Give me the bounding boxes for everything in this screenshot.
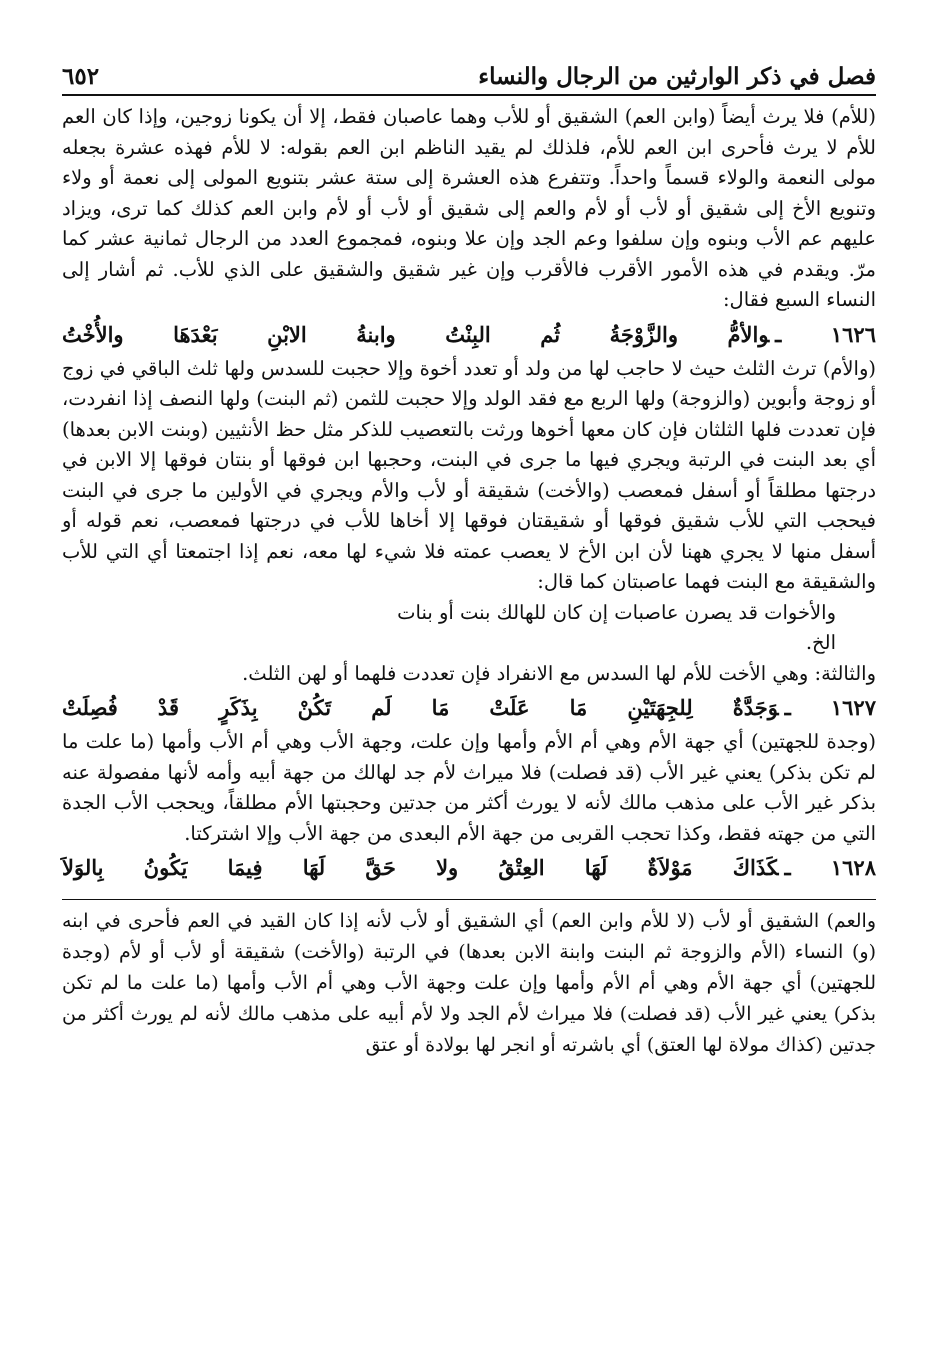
paragraph-4: (وجدة للجهتين) أي جهة الأم وهي أم الأم وأمها وإن علت، وجهة الأب وهي أم الأب وأمها (ما علت ما لم تكن بذكر) يعني غير الأب (قد فصلت) فلا ميراث لأم جد لهالك من جهة أبيه وأمه لأنها مفصولة عنه بذكر غير الأب على مذهب مالك لأنه لا يورث أكثر من جدتين وحجبتها الأم مطلقاً، ويحجب الأب الجدة التي من جهته فقط، وكذا تحجب القربى من جهة الأم البعدى من جهة الأب وإلا اشتركتا.: [62, 730, 876, 845]
footnote: [62, 906, 876, 1061]
quoted-verse-continuation: الخ.: [805, 631, 836, 654]
page-number: ٦٥٢: [62, 63, 100, 90]
verse-text: وَجَدَّةٌ لِلجِهَتَيْنِ مَا عَلَتْ مَا لَم تَكُنْ بِذَكَرٍ قَدْ فُصِلَتْ: [62, 695, 779, 720]
paragraph-3: والثالثة: وهي الأخت للأم لها السدس مع الانفراد فإن تعددت فلهما أو لهن الثلث.: [242, 661, 876, 685]
verse-1628: [62, 851, 876, 885]
verse-number: ١٦٢٨ ـ: [784, 855, 876, 880]
running-title: فصل في ذكر الوارثين من الرجال والنساء: [478, 63, 876, 90]
footnote-text: والعم) الشقيق أو لأب (لا للأم وابن العم) أي الشقيق أو لأب لأنه إذا كان القيد في العم فأحرى في ابنه (و) النساء (الأم والزوجة ثم البنت وابنة الابن بعدها) في الرتبة (والأخت) شقيقة أو لأب أو لأم (وجدة للجهتين) أي جهة الأم وهي أم الأم وأمها وإن علت وجهة الأب وهي أم الأب وأمها (ما علت ما لم تكن بذكر) يعني غير الأب (قد فصلت) فلا ميراث لأم الجد ولا لأم أبيه على مذهب مالك لأنه لم يورث أكثر من جدتين (كذاك مولاة لها العتق) أي باشرته أو انجر لها بولادة أو عتق: [62, 910, 876, 1056]
verse-number: ١٦٢٧ ـ: [784, 695, 876, 720]
quoted-verse: والأخوات قد يصرن عاصبات إن كان للهالك بنت أو بنات: [397, 600, 836, 624]
verse-1627: [62, 691, 876, 725]
verse-text: والأمُّ والزَّوْجَةُ ثُم البِنْتُ وابنةُ الابْنِ بَعْدَهَا والأُخْتُ: [62, 321, 770, 347]
main-text: [62, 102, 876, 885]
header-rule: [62, 94, 876, 96]
verse-text: كَذَاكَ مَوْلاَةٌ لَهَا العِتْقُ ولا حَقَّ لَهَا فِيمَا يَكُونُ بِالوَلاَ: [62, 855, 779, 880]
paragraph-1: (للأم) فلا يرث أيضاً (وابن العم) الشقيق أو للأب وهما عاصبان فقط، إلا أن يكونا زوجين، وإذا كان العم للأم لا يرث فأحرى ابن العم للأم، فلذلك لم يقيد الناظم ابن العم بقوله: لا للأم فهذه عشرة بجعله مولى النعمة والولاء قسماً واحداً. وتتفرع هذه العشرة إلى ستة عشر بتنويع المولى إلى نعمة أو ولاء وتنويع الأخ إلى شقيق أو لأب أو لأم والعم إلى شقيق أو لأب أو لأم وابن العم كذلك كما ترى، ويزاد عليهم عم الأب وبنوه وإن سلفوا وعم الجد وإن علا وبنوه، فمجموع العدد من الرجال ثمانية عشر كما مرّ. ويقدم في هذه الأمور الأقرب فالأقرب وإن غير شقيق والشقيق على الذي للأب. ثم أشار إلى النساء السبع فقال:: [62, 105, 876, 311]
paragraph-2: (والأم) ترث الثلث حيث لا حاجب لها من ولد أو تعدد أخوة وإلا حجبت للسدس ولها ثلث الباقي في زوج أو زوجة وأبوين (والزوجة) ولها الربع مع فقد الولد وإلا حجبت للثمن (ثم البنت) ولها النصف إذا انفردت، فإن تعددت فلها الثلثان فإن كان معها أخوها ورثت بالتعصيب للذكر مثل حظ الأنثيين (وبنت الابن بعدها) أي بعد البنت في الرتبة ويجري فيها ما جرى في البنت، وحجبها ابن فوقها أو بنتان فوقها إلا الابن في درجتها مطلقاً أو أسفل فمعصب (والأخت) شقيقة أو لأب والأم ويجري في الأولين ما جرى في البنت فيحجب التي للأب شقيق فوقها أو شقيقتان فوقها إلا أخاها للأب في درجتها فمعصب، نعم قوله أو أسفل منها لا يجري ههنا لأن ابن الأخ لا يعصب عمته فلا شيء لها معه، نعم إذا اجتمعتا أي التي للأب والشقيقة مع البنت فهما عاصبتان كما قال:: [62, 356, 876, 593]
verse-1626: [62, 318, 876, 352]
verse-number: ١٦٢٦ ـ: [775, 321, 876, 347]
footnote-rule: [62, 899, 876, 900]
page-header: [62, 40, 876, 90]
